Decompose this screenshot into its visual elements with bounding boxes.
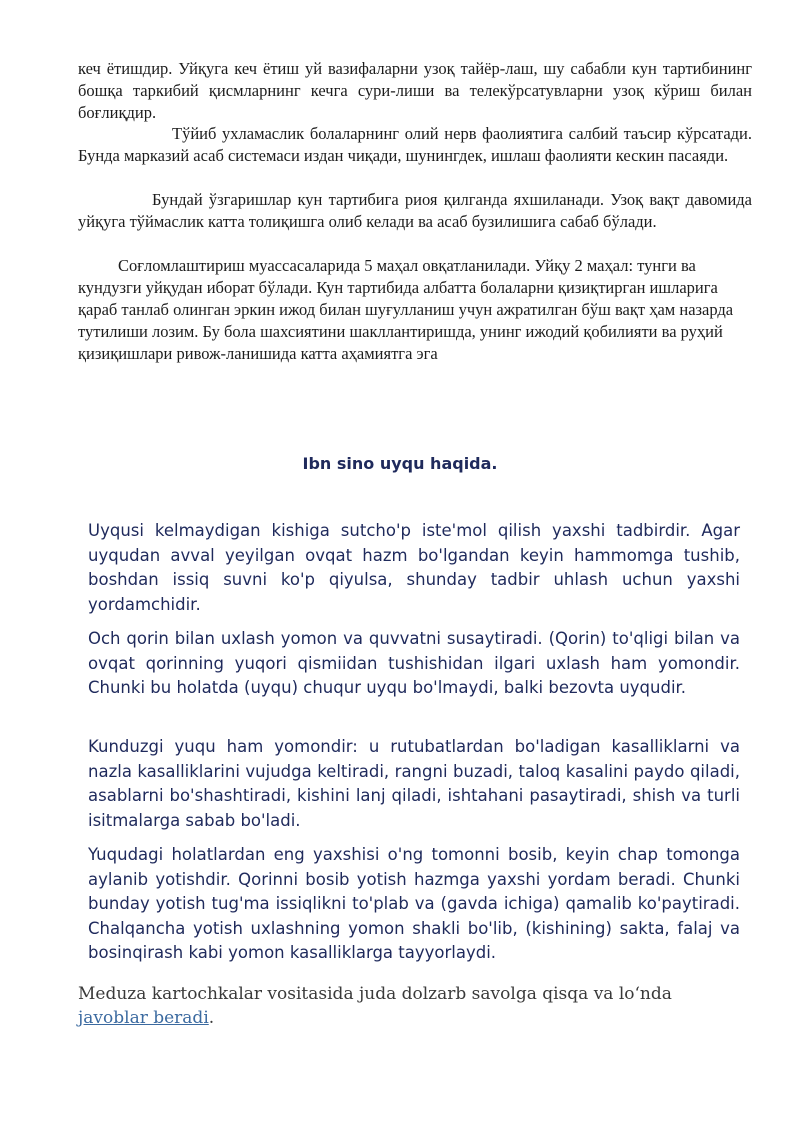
paragraph-cyrillic-4: Соғломлаштириш муассасаларида 5 маҳал овқатланилади. Уйқу 2 маҳал: тунги ва кундузги уйқудан иборат бўлади. Кун тартибида албатта болаларни қизиқтирган ишларига қараб танлаб олинган эркин ижод билан шуғулланиш учун ажратилган бўш вақт ҳам назарда тутилиши лозим. Бу бола шахсиятини шакллантиришда, унинг ижодий қобилияти ва руҳий қизиқишлари ривож-ланишида катта аҳамиятга эга bbox=[78, 256, 734, 363]
footer-note bbox=[78, 982, 678, 1030]
paragraph-cyrillic-3: Бундай ўзгаришлар кун тартибига риоя қилганда яхшиланади. Узоқ вақт давомида уйқуга тўймаслик катта толиқишга олиб келади ва асаб бузилишига сабаб бўлади. bbox=[78, 190, 752, 231]
footer-trailing: . bbox=[208, 1008, 215, 1028]
paragraph-cyrillic-1: кеч ётишдир. Уйқуга кеч ётиш уй вазифаларни узоқ тайёр-лаш, шу сабабли кун тартибининг бошқа таркибий қисмларнинг кечга сури-лиши ва телекўрсатувларни узоқ кўриш билан боғлиқдир. bbox=[78, 59, 752, 122]
footer-link[interactable]: javoblar beradi bbox=[78, 1008, 209, 1028]
paragraph-latin-1: Uyqusi kelmaydigan kishiga sutcho'p iste'mol qilish yaxshi tadbirdir. Agar uyqudan avval yeyilgan ovqat hazm bo'lgandan keyin hammomga tushib, boshdan issiq suvni ko'p qiyulsa, shunday tadbir uhlash uchun yaxshi yordamchidir. bbox=[88, 521, 740, 614]
section-heading: Ibn sino uyqu haqida. bbox=[302, 454, 498, 473]
paragraph-latin-2: Och qorin bilan uxlash yomon va quvvatni susaytiradi. (Qorin) to'qligi bilan va ovqat qorinning yuqori qismiidan tushishidan ilgari uxlash ham yomondir. Chunki bu holatda (uyqu) chuqur uyqu bo'lmaydi, balki bezovta uyqudir. bbox=[88, 629, 740, 697]
footer-text: Meduza kartochkalar vositasida juda dolzarb savolga qisqa va lo‘nda bbox=[78, 984, 672, 1004]
paragraph-latin-4: Yuqudagi holatlardan eng yaxshisi o'ng tomonni bosib, keyin chap tomonga aylanib yotishdir. Qorinni bosib yotish hazmga yaxshi yordam beradi. Chunki bunday yotish tug'ma issiqlikni to'plab va (gavda ichiga) qamalib ko'paytiradi. Chalqancha yotish uxlashning yomon shakli bo'lib, (kishining) sakta, falaj va bosinqirash kabi yomon kasalliklarga tayyorlaydi. bbox=[88, 845, 740, 962]
paragraph-cyrillic-2: Тўйиб ухламаслик болаларнинг олий нерв фаолиятига салбий таъсир кўрсатади. Бунда марказий асаб системаси издан чиқади, шунингдек, ишлаш фаолияти кескин пасаяди. bbox=[78, 124, 752, 165]
paragraph-latin-3: Kunduzgi yuqu ham yomondir: u rutubatlardan bo'ladigan kasalliklarni va nazla kasalliklarini vujudga keltiradi, rangni buzadi, taloq kasalini paydo qiladi, asablarni bo'shashtiradi, kishini lanj qiladi, ishtahani pasaytiradi, shish va turli isitmalarga sabab bo'ladi. bbox=[88, 737, 740, 830]
